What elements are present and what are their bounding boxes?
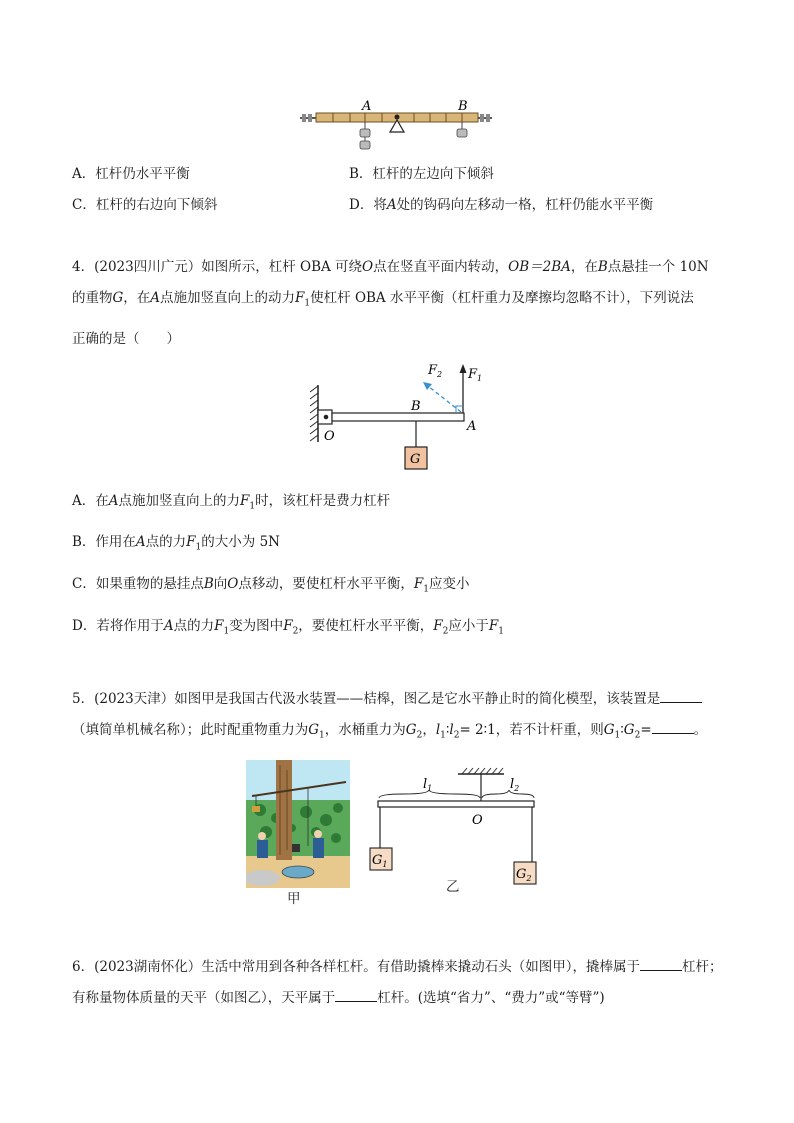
q6-stem-line2: 有称量物体质量的天平（如图乙），天平属于 杠杆。(选填“省力”、“费力”或“等臂”) bbox=[72, 987, 605, 1008]
q3-option-d: D．将A处的钩码向左移动一格，杠杆仍能水平平衡 bbox=[349, 197, 654, 213]
q4-label-f1: $F_1$ bbox=[468, 367, 483, 383]
q5-stem-line2: （填简单机械名称）；此时配重物重力为$G_1$，水桶重力为$G_2$，$l_1∶l_2=$ 2∶1，若不计杆重，则$G_1∶G_2=$ 。 bbox=[72, 719, 707, 746]
q4-stem-line3: 正确的是（ ） bbox=[72, 331, 180, 347]
q5-label-o: O bbox=[472, 813, 483, 828]
q6-stem-line1: 6．(2023湖南怀化）生活中常用到各种各样杠杆。有借助撬棒来撬动石头（如图甲），撬棒属于 杠杆； bbox=[72, 956, 722, 977]
q5-caption-jia: 甲 bbox=[287, 891, 301, 907]
q4-lever-figure bbox=[306, 360, 496, 472]
q5-label-g2: $G_2$ bbox=[516, 867, 532, 883]
q6-blank-1[interactable] bbox=[640, 956, 682, 971]
q5-caption-yi: 乙 bbox=[446, 879, 460, 895]
q4-stem-line1: 4．(2023四川广元）如图所示，杠杆 OBA 可绕O点在竖直平面内转动，OB＝2BA，在B点悬挂一个 10N bbox=[72, 259, 709, 275]
q3-option-b: B．杠杆的左边向下倾斜 bbox=[349, 166, 494, 182]
q5-blank-2[interactable] bbox=[652, 719, 694, 734]
q4-label-g: G bbox=[410, 452, 421, 467]
q3-option-c: C．杠杆的右边向下倾斜 bbox=[72, 197, 218, 213]
q5-label-l2: $l_2$ bbox=[510, 777, 520, 793]
q5-label-g1: $G_1$ bbox=[372, 853, 388, 869]
q6-blank-2[interactable] bbox=[335, 987, 377, 1002]
q3-lever-figure bbox=[296, 96, 496, 158]
q4-option-a: A．在A点施加竖直向上的力$F_1$时，该杠杆是费力杠杆 bbox=[72, 493, 391, 512]
q4-label-f2: $F_2$ bbox=[428, 363, 443, 379]
q5-well-sweep-illustration bbox=[246, 760, 350, 888]
q4-option-c: C．如果重物的悬挂点B向O点移动，要使杠杆水平平衡，$F_1$应变小 bbox=[72, 576, 470, 595]
q3-label-b: B bbox=[458, 99, 468, 114]
q4-option-d: D．若将作用于A点的力$F_1$变为图中$F_2$，要使杠杆水平平衡，$F_2$应小于$F_1$ bbox=[72, 618, 505, 637]
q4-option-b: B．作用在A点的力$F_1$的大小为 5N bbox=[72, 534, 280, 553]
q5-label-l1: $l_1$ bbox=[423, 777, 433, 793]
q4-label-a: A bbox=[467, 419, 477, 434]
q5-stem-line1: 5．(2023天津）如图甲是我国古代汲水装置——桔槔，图乙是它水平静止时的简化模型，该装置是 bbox=[72, 688, 702, 709]
q5-blank-1[interactable] bbox=[660, 688, 702, 703]
q4-label-o: O bbox=[324, 429, 335, 444]
q4-label-b: B bbox=[411, 399, 421, 414]
q5-lever-model bbox=[366, 766, 540, 890]
q3-label-a: A bbox=[362, 99, 372, 114]
q4-stem-line2: 的重物G，在A点施加竖直向上的动力$F_1$使杠杆 OBA 水平平衡（杠杆重力及摩擦均忽略不计），下列说法 bbox=[72, 290, 694, 309]
q3-option-a: A．杠杆仍水平平衡 bbox=[72, 166, 190, 182]
